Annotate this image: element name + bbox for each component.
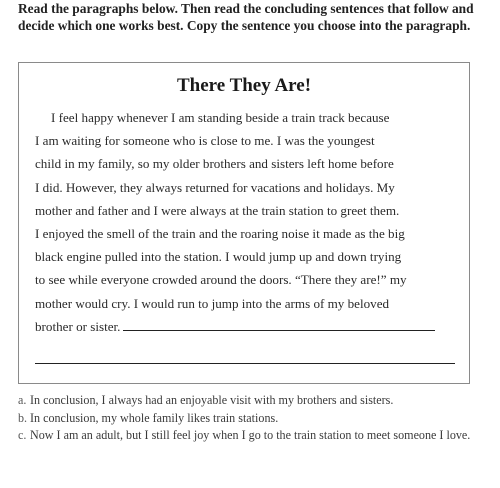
option-letter: b. (18, 410, 28, 425)
option-text: Now I am an adult, but I still feel joy when I go to the train station to meet someone I love. (30, 428, 471, 443)
story-title: There They Are! (176, 75, 312, 96)
story-paragraph (35, 106, 459, 338)
option-b[interactable] (18, 410, 488, 428)
option-a[interactable] (18, 392, 488, 410)
story-line: black engine pulled into the station. I would jump up and down trying (35, 249, 402, 265)
option-text: In conclusion, my whole family likes train stations. (30, 410, 279, 425)
story-line: to see while everyone crowded around the doors. “There they are!” my (35, 272, 407, 288)
answer-blank[interactable] (123, 316, 435, 331)
option-letter: a. (18, 393, 27, 407)
story-line: child in my family, so my older brothers and sisters left home before (35, 156, 394, 172)
story-line-last (35, 315, 459, 338)
story-line: mother would cry. I would run to jump into the arms of my beloved (35, 295, 390, 311)
story-line: I am waiting for someone who is close to me. I was the youngest (35, 133, 375, 149)
story-box (18, 62, 470, 384)
answer-blank-line[interactable] (35, 363, 455, 364)
option-text: In conclusion, I always had an enjoyable visit with my brothers and sisters. (30, 393, 394, 407)
story-line: I enjoyed the smell of the train and the roaring noise it made as the big (35, 226, 405, 242)
story-line: I feel happy whenever I am standing beside a train track because (51, 110, 390, 125)
instructions: Read the paragraphs below. Then read the concluding sentences that follow and decide which one works best. Copy the sentence you choose into the paragraph. (18, 1, 474, 33)
story-line: mother and father and I were always at the train station to greet them. (35, 202, 400, 218)
answer-options (18, 392, 488, 445)
option-letter: c. (18, 428, 27, 443)
story-line: I did. However, they always returned for vacations and holidays. My (35, 179, 395, 195)
story-line-last-text: brother or sister. (35, 318, 121, 334)
option-c[interactable] (18, 427, 488, 445)
